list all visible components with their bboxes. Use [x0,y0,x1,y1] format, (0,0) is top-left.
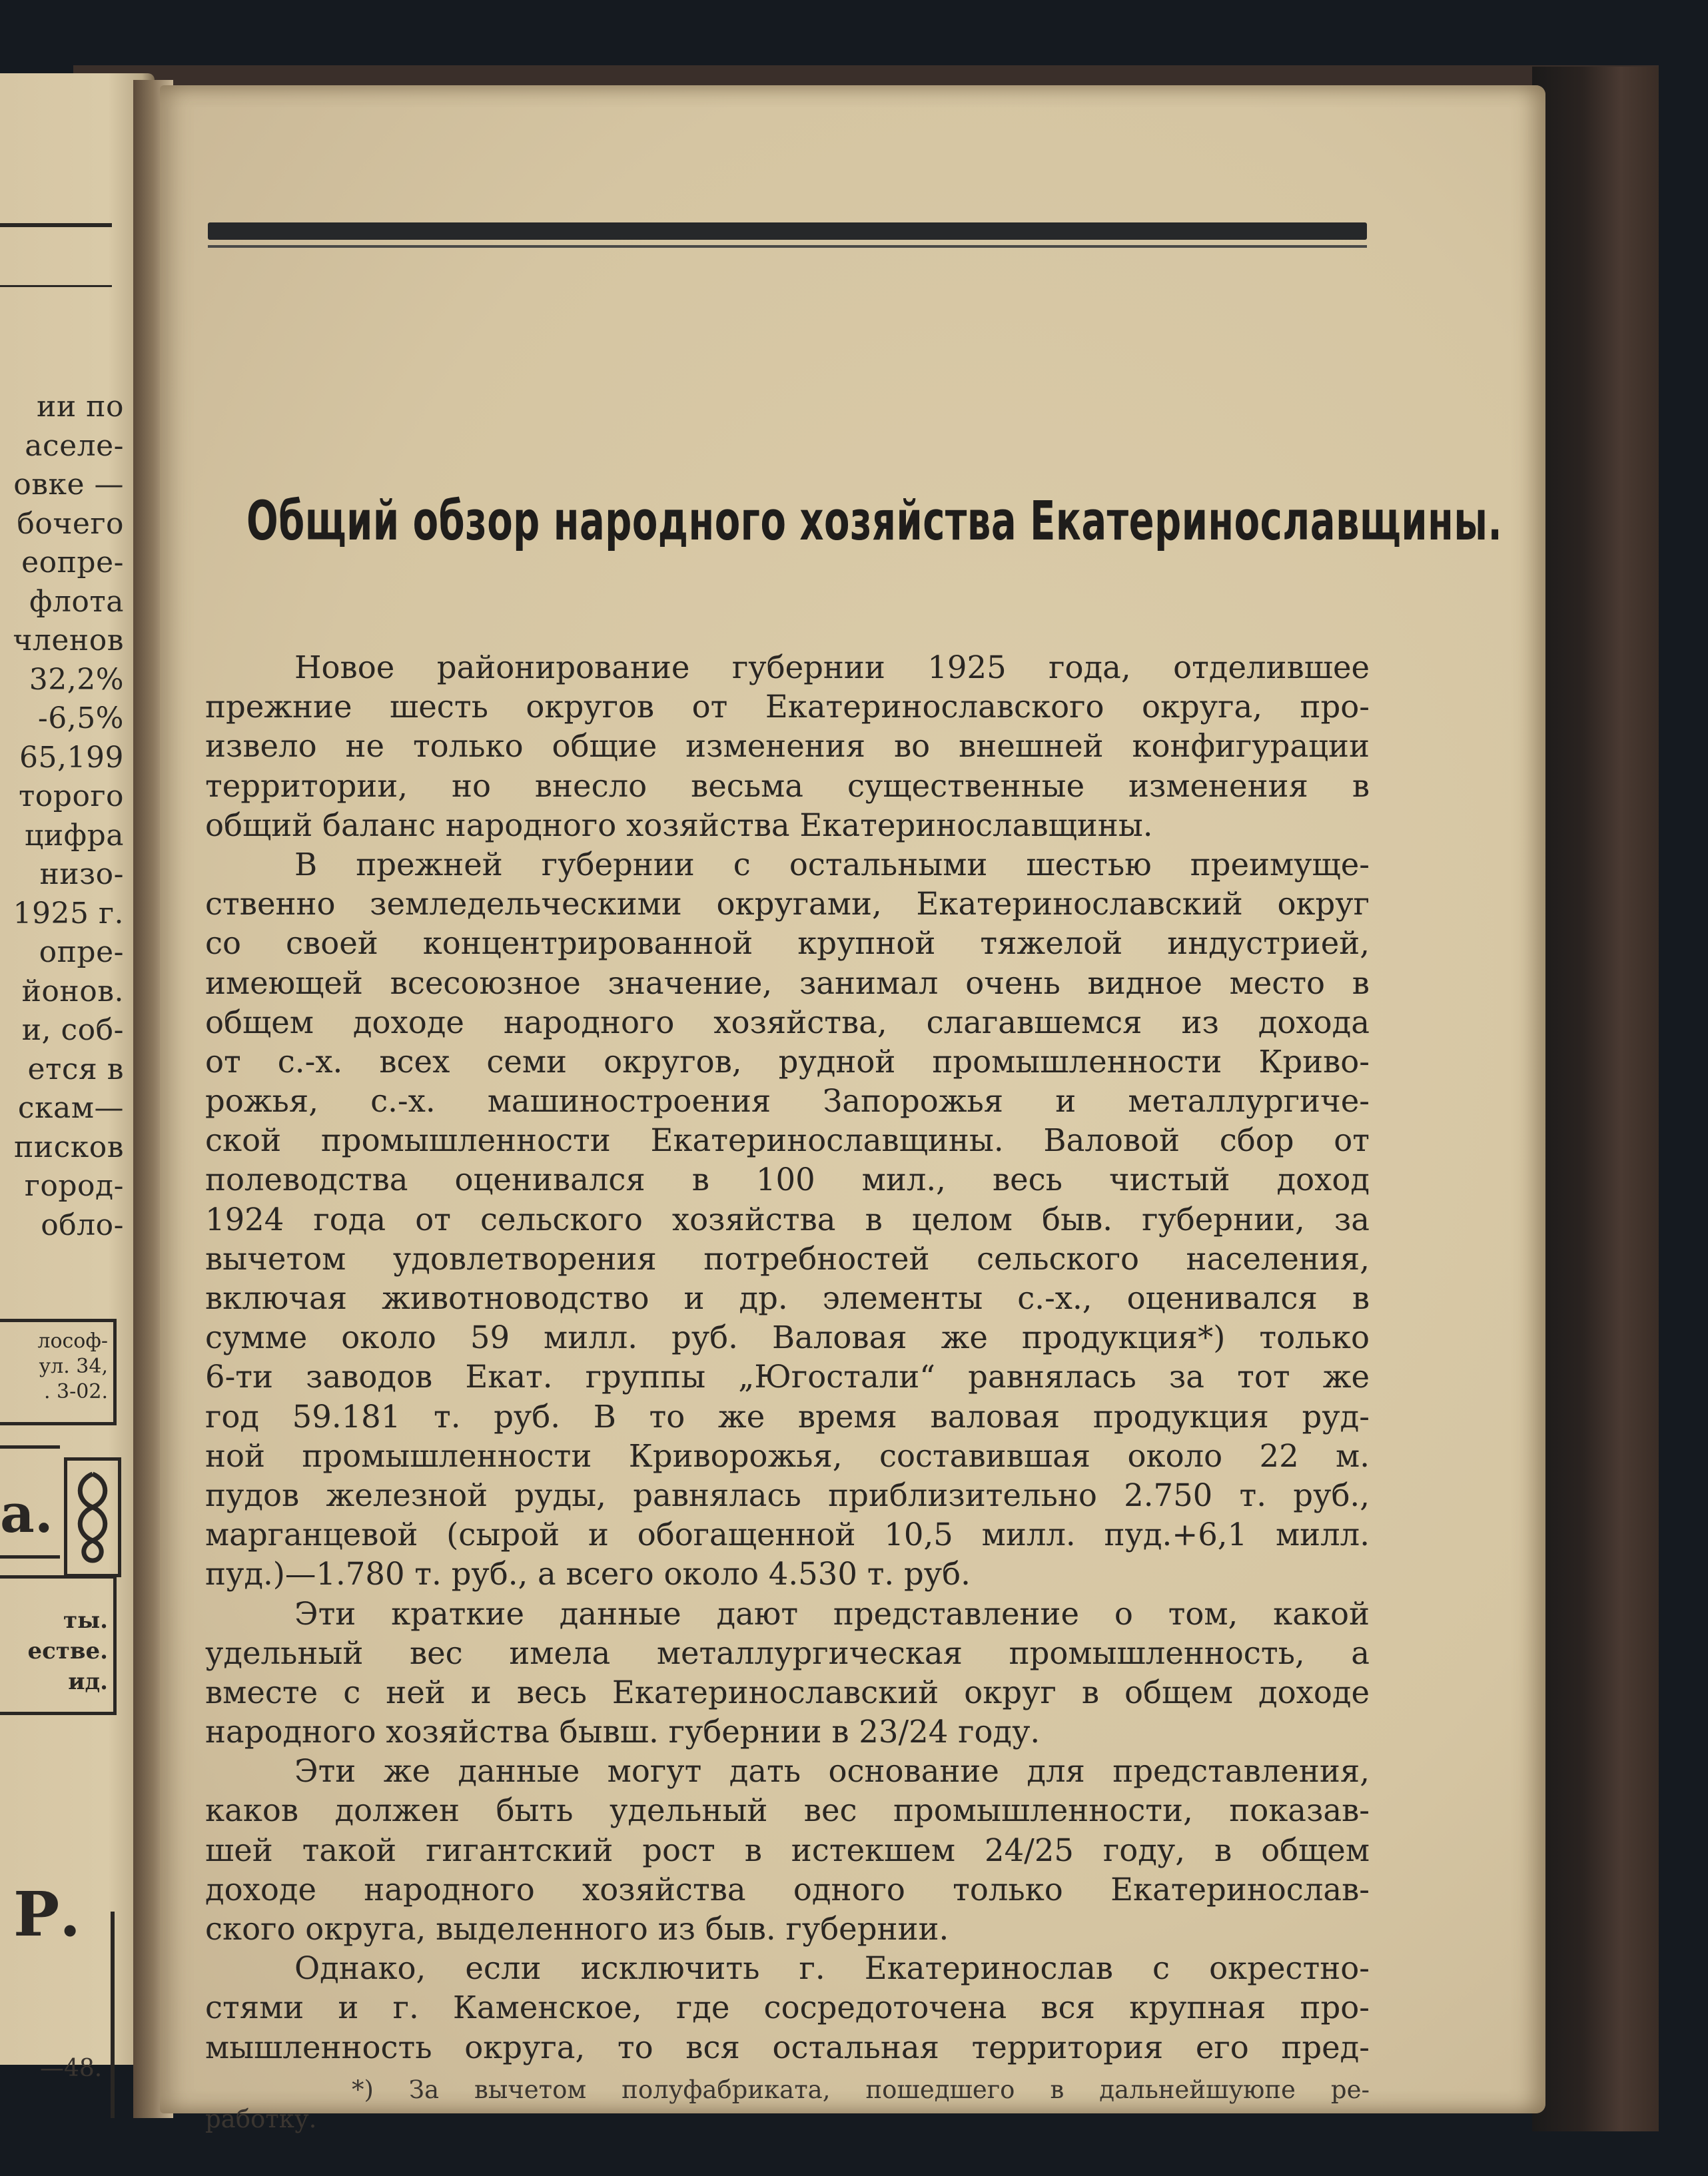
left-page-line: ии по [37,390,124,424]
text-line: Однако, если исключить г. Екатеринослав с окрестно- [294,1950,1370,1987]
text-line: шей такой гигантский рост в истекшем 24/25 году, в общем [205,1832,1370,1868]
left-page-line: еопре- [21,545,124,579]
left-box-line: ты. [63,1607,108,1634]
text-line: каков должен быть удельный вес промышленности, показав- [205,1792,1370,1829]
text-line: ной промышленности Криворожья, составившая около 22 м. [205,1437,1370,1474]
text-line: пудов железной руды, равнялась приблизительно 2.750 т. руб., [205,1477,1370,1513]
text-line: вместе с ней и весь Екатеринославский округ в общем доходе [205,1674,1370,1710]
text-line: народного хозяйства бывш. губернии в 23/24 году. [205,1714,1041,1750]
left-vertical-rule [111,1912,115,2118]
left-page-line: 1925 г. [13,896,124,930]
text-line: имеющей всесоюзное значение, занимал очень видное место в [205,964,1370,1001]
left-box-notes [0,1575,117,1715]
text-line: мышленность округа, то вся остальная территория его пред- [205,2029,1370,2065]
text-line: общий баланс народного хозяйства Екатеринославщины. [205,807,1153,843]
article-title: Общий обзор народного хозяйства Екатеринославщины. [246,490,1503,553]
text-line: 6-ти заводов Екат. группы „Югостали“ равнялась за тот же [205,1359,1370,1395]
text-line: пуд.)—1.780 т. руб., а всего около 4.530 т. руб. [205,1556,971,1593]
left-box-line: ул. 34, [39,1355,108,1378]
left-page-line: и, соб- [21,1013,124,1047]
left-page-line: флота [29,584,124,619]
text-line: ственно земледельческими округами, Екатеринославский округ [205,886,1370,922]
left-page-line: бочего [17,506,124,541]
article-body [205,648,1370,2067]
text-line: ского округа, выделенного из быв. губернии. [205,1911,949,1947]
left-box-line: ид. [68,1668,108,1695]
text-line: территории, но внесло весьма существенные изменения в [205,767,1370,804]
left-page-line: торого [18,779,124,813]
left-page [0,73,155,2082]
ornament-icon [64,1457,121,1577]
left-box-line: естве. [27,1638,108,1664]
text-line: Эти краткие данные дают представление о том, какой [294,1595,1370,1632]
left-big-letter: а. [0,1482,53,1545]
footnote-line: работку. [205,2105,317,2133]
text-line: общем доходе народного хозяйства, слагавшемся из дохода [205,1004,1370,1040]
left-box-notes-text [0,1579,113,1697]
text-line: со своей концентрированной крупной тяжелой индустрией, [205,925,1370,962]
left-page-line: ется в [27,1052,124,1086]
left-box-line: . 3-02. [43,1380,108,1403]
left-page-line: аселе- [25,428,124,463]
book-cover-right [1532,67,1659,2131]
text-line: сумме около 59 милл. руб. Валовая же продукция*) только [205,1319,1370,1356]
text-line: год 59.181 т. руб. В то же время валовая продукция руд- [205,1398,1370,1435]
text-line: Новое районирование губернии 1925 года, отделившее [294,649,1370,685]
header-rule-thin [208,245,1367,248]
left-page-line: город- [24,1169,124,1203]
text-line: доходе народного хозяйства одного только Екатеринослав- [205,1871,1370,1908]
text-line: включая животноводство и др. элементы с.-х., оценивался в [205,1280,1370,1316]
left-big-text: Р. [13,1878,81,1950]
text-line: стями и г. Каменское, где сосредоточена вся крупная про- [205,1990,1370,2026]
text-line: от с.-х. всех семи округов, рудной промышленности Криво- [205,1043,1370,1080]
text-line: полеводства оценивался в 100 мил., весь чистый доход [205,1162,1370,1198]
left-page-line: членов [13,623,124,657]
main-page [160,85,1545,2133]
left-page-line: йонов. [21,974,124,1008]
text-line: ской промышленности Екатеринославщины. Валовой сбор от [205,1122,1370,1159]
left-page-line: овке — [13,468,124,502]
left-page-line: опре- [39,935,124,969]
left-page-line: 32,2% [29,662,124,697]
left-page-line: скам— [17,1091,124,1125]
left-box-address [0,1319,117,1425]
left-page-line: писков [13,1130,124,1164]
text-line: прежние шесть округов от Екатеринославского округа, про- [205,689,1370,725]
text-line: извело не только общие изменения во внешней конфигурации [205,728,1370,765]
left-page-line: -6,5% [37,701,124,735]
left-box-line: лософ- [37,1329,108,1353]
left-page-line: 65,199 [19,740,124,775]
left-page-line: низо- [39,857,124,891]
header-rule [208,222,1367,240]
left-page-line: цифра [25,818,124,853]
text-line: рожья, с.-х. машиностроения Запорожья и металлургиче- [205,1083,1370,1120]
footnote-line: *) За вычетом полуфабриката, пошедшего в дальнейшуюпе ре- [352,2075,1370,2104]
left-box-address-text [0,1322,113,1405]
text-line: 1924 года от сельского хозяйства в целом быв. губернии, за [205,1201,1370,1238]
text-line: удельный вес имела металлургическая промышленность, а [205,1634,1370,1671]
ornament-glyph [73,1467,113,1567]
footnote [205,2075,1370,2134]
left-page-rule-thin [0,285,112,287]
left-box-letter [0,1445,60,1559]
left-page-line: обло- [41,1208,124,1242]
left-page-number: —48. [40,2055,103,2082]
text-line: Эти же данные могут дать основание для представления, [294,1753,1370,1790]
text-line: вычетом удовлетворения потребностей сельского населения, [205,1240,1370,1277]
left-page-text [0,388,124,1245]
left-page-rule [0,223,112,227]
text-line: марганцевой (сырой и обогащенной 10,5 милл. пуд.+6,1 милл. [205,1517,1370,1553]
text-line: В прежней губернии с остальными шестью преимуще- [294,846,1370,883]
